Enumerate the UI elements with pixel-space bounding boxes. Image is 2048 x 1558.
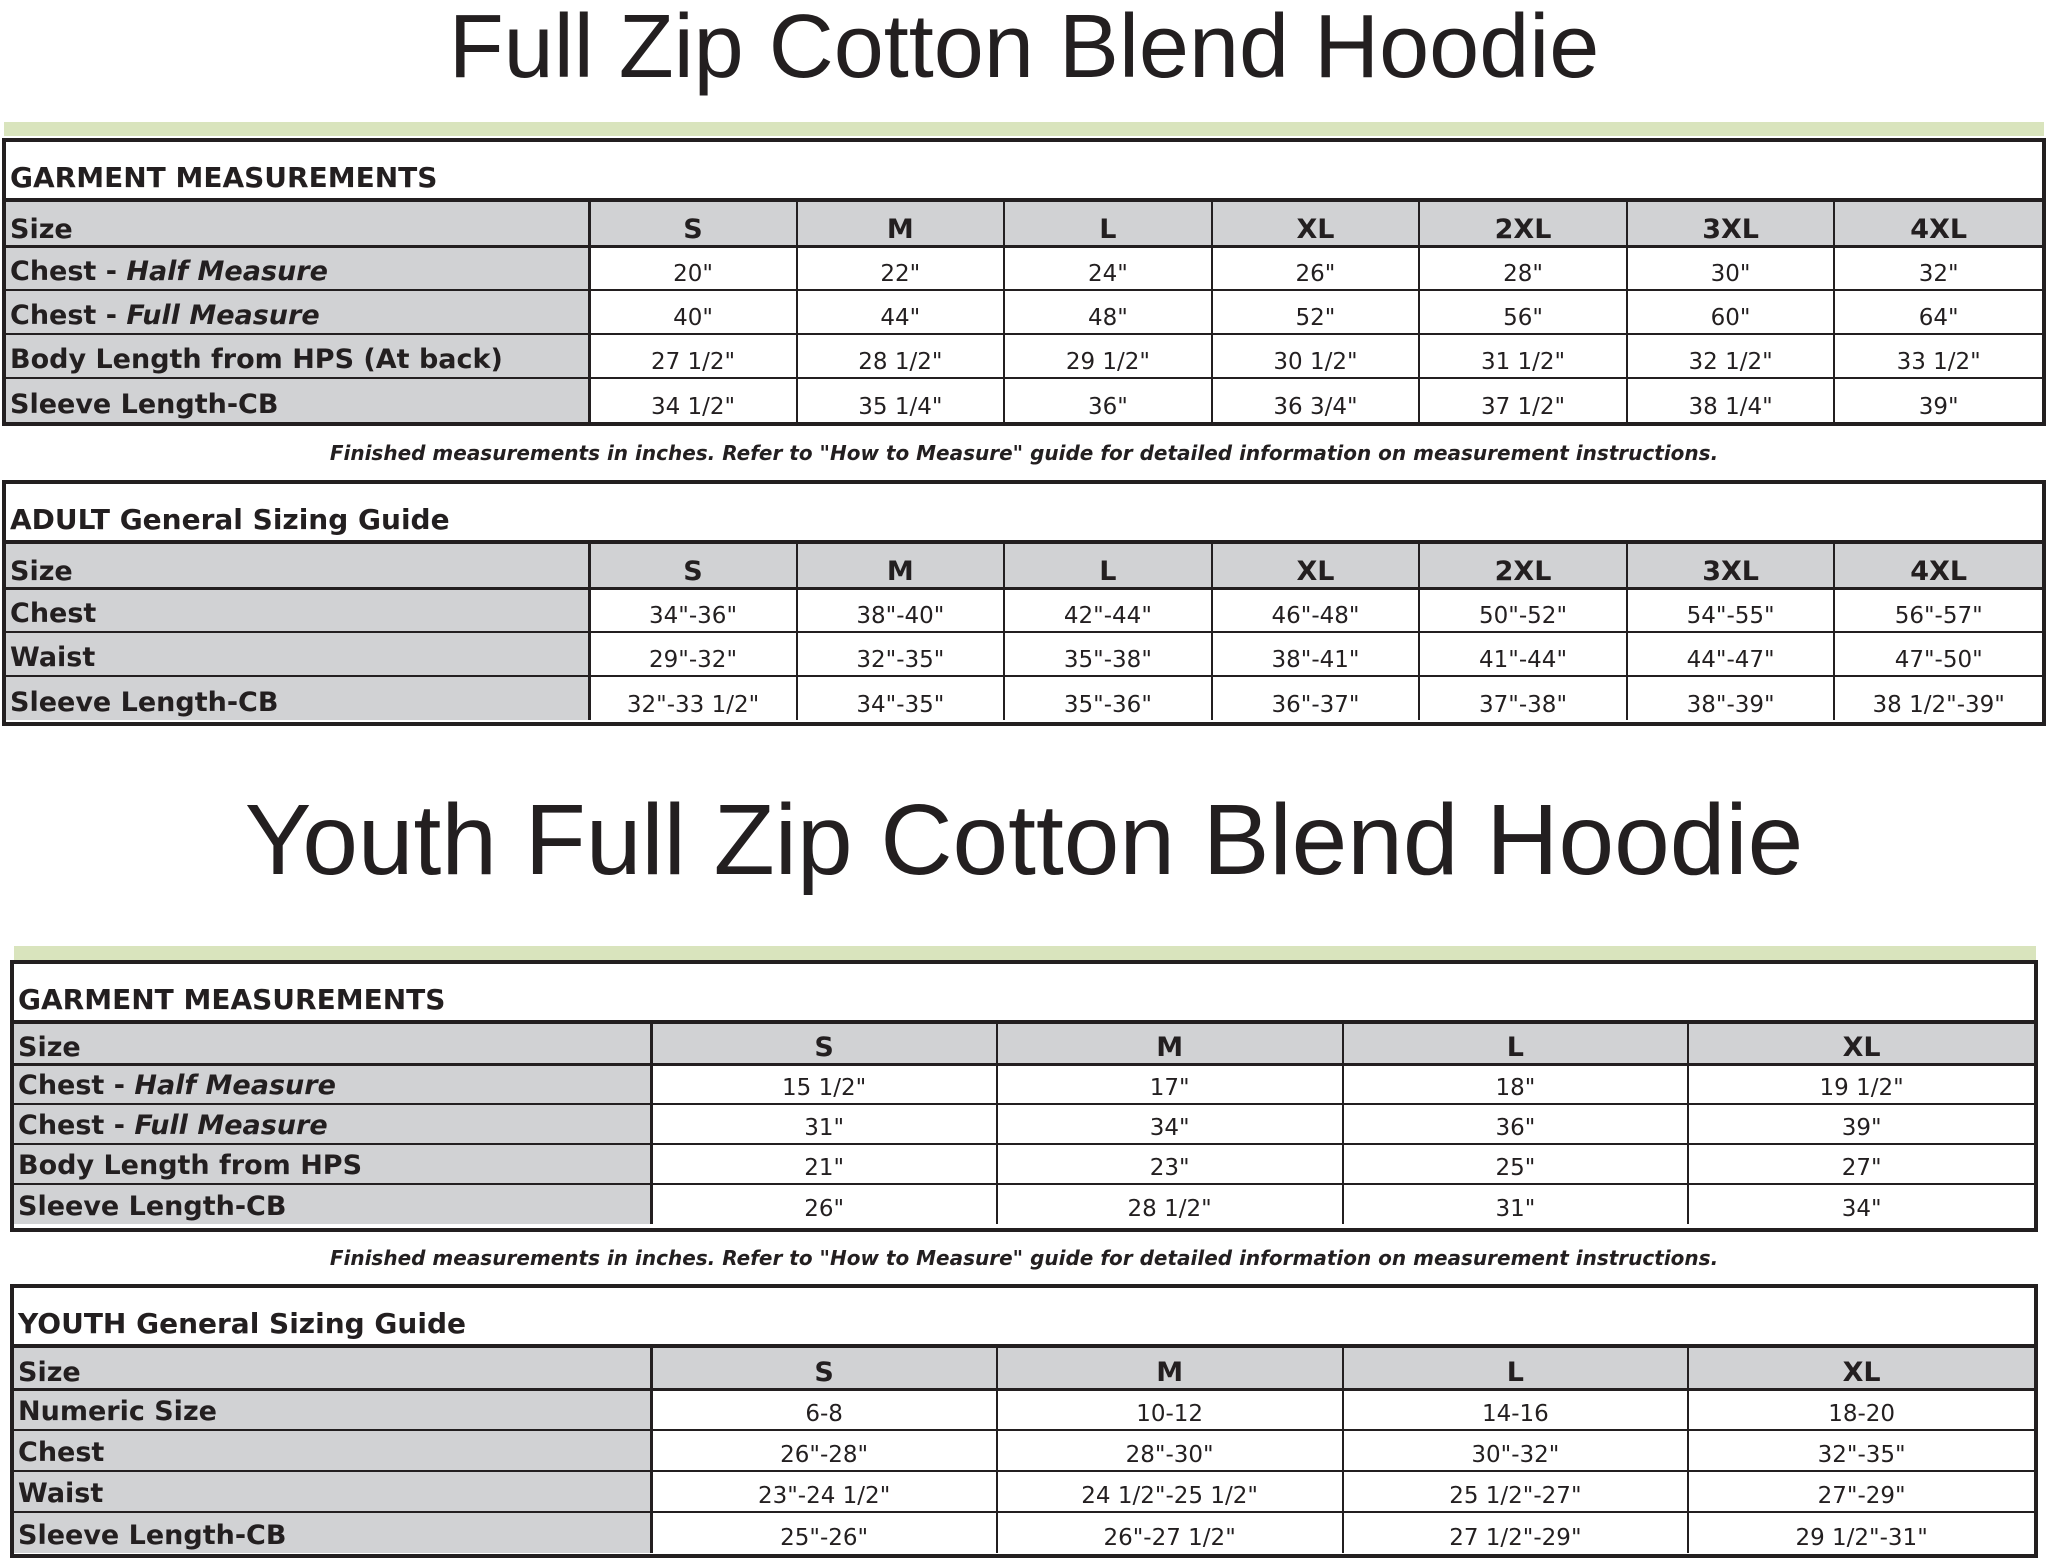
size-header-row <box>6 544 2042 588</box>
row-label-text: Chest <box>10 598 97 629</box>
measurement-value: 34"-36" <box>649 603 738 629</box>
measurement-cell <box>1688 1471 2034 1512</box>
measurement-cell <box>1419 246 1627 290</box>
size-header-row <box>14 1024 2034 1064</box>
table-row <box>6 676 2042 720</box>
measurement-value: 30"-32" <box>1471 1442 1560 1468</box>
measurement-cell <box>1004 290 1212 334</box>
size-header-cell: 2XL <box>1419 544 1627 588</box>
measurement-value: 48" <box>1087 305 1128 331</box>
size-header-cell: M <box>997 1348 1343 1389</box>
row-label-text: Numeric Size <box>18 1396 217 1427</box>
measurement-value: 42"-44" <box>1063 603 1152 629</box>
size-header-cell: L <box>1343 1024 1689 1064</box>
measurement-cell <box>1004 588 1212 632</box>
size-table <box>6 544 2042 720</box>
measurement-cell <box>1212 378 1420 422</box>
measurement-cell <box>1004 246 1212 290</box>
section-heading: GARMENT MEASUREMENTS <box>18 983 446 1016</box>
measurement-value: 31" <box>804 1115 845 1141</box>
measurement-cell <box>1212 246 1420 290</box>
measurement-value: 26"-28" <box>780 1442 869 1468</box>
measurement-value: 29 1/2" <box>1065 349 1150 375</box>
measurement-cell <box>651 1471 997 1512</box>
row-label <box>14 1184 651 1224</box>
measurement-cell <box>589 334 797 378</box>
row-label <box>14 1144 651 1184</box>
measurement-value: 17" <box>1149 1075 1190 1101</box>
size-table <box>6 202 2042 422</box>
measurement-value: 28" <box>1503 261 1543 287</box>
measurement-cell <box>1627 246 1835 290</box>
row-label-text: Chest - <box>10 300 127 331</box>
measurement-value: 26" <box>1295 261 1336 287</box>
measurement-value: 10-12 <box>1136 1401 1204 1427</box>
measurement-cell <box>1343 1430 1689 1471</box>
table-row <box>14 1184 2034 1224</box>
measurement-value: 38"-41" <box>1271 647 1360 673</box>
section-heading: ADULT General Sizing Guide <box>10 503 450 536</box>
row-label-qualifier: Half Measure <box>126 256 328 287</box>
measurement-cell <box>1419 588 1627 632</box>
youth-garment-measurements-table <box>10 960 2038 1232</box>
measurement-value: 34" <box>1841 1196 1882 1222</box>
measurement-cell <box>997 1512 1343 1553</box>
measurement-cell <box>1419 676 1627 720</box>
table-row <box>14 1064 2034 1104</box>
measurement-value: 38 1/4" <box>1688 394 1773 420</box>
measurement-cell <box>1834 588 2042 632</box>
measurement-value: 36"-37" <box>1271 692 1360 718</box>
measurement-cell <box>1688 1144 2034 1184</box>
size-header-cell: L <box>1004 202 1212 246</box>
row-label <box>14 1104 651 1144</box>
measurement-cell <box>797 290 1005 334</box>
measurement-cell <box>1688 1430 2034 1471</box>
measurement-value: 37 1/2" <box>1480 394 1566 420</box>
measurement-cell <box>651 1144 997 1184</box>
row-label-text: Sleeve Length-CB <box>10 389 279 420</box>
measurement-cell <box>1688 1064 2034 1104</box>
measurement-cell <box>1834 632 2042 676</box>
measurement-value: 30" <box>1710 261 1751 287</box>
measurement-value: 28 1/2" <box>1127 1196 1212 1222</box>
measurement-cell <box>1212 588 1420 632</box>
table-row <box>14 1512 2034 1553</box>
measurement-cell <box>797 334 1005 378</box>
row-label: Size <box>14 1348 651 1389</box>
measurement-value: 27" <box>1841 1155 1882 1181</box>
measurement-cell <box>797 676 1005 720</box>
adult-page-title: Full Zip Cotton Blend Hoodie <box>448 0 1600 97</box>
measurement-value: 36" <box>1495 1115 1536 1141</box>
size-header-cell: L <box>1343 1348 1689 1389</box>
measurement-cell <box>1627 378 1835 422</box>
row-label <box>14 1430 651 1471</box>
measurement-cell <box>651 1430 997 1471</box>
table-row <box>14 1389 2034 1430</box>
row-label <box>14 1471 651 1512</box>
measurement-cell <box>1212 632 1420 676</box>
size-header-cell: M <box>797 202 1005 246</box>
measurement-cell <box>1004 378 1212 422</box>
measurement-cell <box>997 1430 1343 1471</box>
measurement-cell <box>1627 676 1835 720</box>
size-header-cell: M <box>997 1024 1343 1064</box>
measurement-value: 36" <box>1087 394 1128 420</box>
measurement-cell <box>997 1144 1343 1184</box>
measurement-cell <box>1627 632 1835 676</box>
measurement-value: 29 1/2"-31" <box>1795 1525 1928 1551</box>
adult-garment-measurements-table <box>2 138 2046 426</box>
measurement-cell <box>1834 334 2042 378</box>
measurement-value: 27"-29" <box>1817 1483 1906 1509</box>
measurement-value: 18" <box>1495 1075 1536 1101</box>
measurement-cell <box>651 1389 997 1430</box>
measurement-cell <box>1004 676 1212 720</box>
row-label-text: Chest - <box>10 256 127 287</box>
row-label <box>6 632 589 676</box>
size-header-row <box>14 1348 2034 1389</box>
row-label <box>6 588 589 632</box>
measurement-value: 24 1/2"-25 1/2" <box>1081 1483 1258 1509</box>
measurement-cell <box>589 632 797 676</box>
size-header-cell: L <box>1004 544 1212 588</box>
measurement-value: 25"-26" <box>780 1525 869 1551</box>
table-row <box>14 1430 2034 1471</box>
table-row <box>14 1471 2034 1512</box>
measurement-cell <box>1343 1144 1689 1184</box>
measurement-value: 32 1/2" <box>1688 349 1773 375</box>
measurement-value: 54"-55" <box>1686 603 1775 629</box>
table-row <box>6 588 2042 632</box>
measurement-cell <box>1834 378 2042 422</box>
measurement-cell <box>651 1064 997 1104</box>
measurement-cell <box>651 1184 997 1224</box>
measurement-value: 56" <box>1503 305 1543 331</box>
measurement-cell <box>589 246 797 290</box>
table-row <box>14 1144 2034 1184</box>
measurement-cell <box>1419 290 1627 334</box>
measurement-value: 37"-38" <box>1479 692 1568 718</box>
row-label-text: Sleeve Length-CB <box>18 1520 287 1551</box>
measurement-value: 39" <box>1841 1115 1882 1141</box>
measurement-cell <box>589 378 797 422</box>
measurement-value: 36 3/4" <box>1273 394 1358 420</box>
measurement-value: 28 1/2" <box>858 349 943 375</box>
measurement-cell <box>1688 1389 2034 1430</box>
measurement-cell <box>1688 1512 2034 1553</box>
measurement-cell <box>1343 1064 1689 1104</box>
measurement-value: 52" <box>1295 305 1336 331</box>
measurement-cell <box>997 1104 1343 1144</box>
measurement-value: 40" <box>673 305 713 331</box>
size-header-cell: 3XL <box>1627 544 1835 588</box>
measurement-cell <box>1343 1104 1689 1144</box>
measurement-cell <box>797 632 1005 676</box>
measurement-cell <box>1419 378 1627 422</box>
measurement-cell <box>997 1471 1343 1512</box>
size-header-cell: XL <box>1212 202 1420 246</box>
measurement-cell <box>1627 334 1835 378</box>
measurement-cell <box>1834 676 2042 720</box>
measurement-value: 23"-24 1/2" <box>757 1483 891 1509</box>
table-row <box>6 632 2042 676</box>
size-header-cell: S <box>651 1348 997 1389</box>
table-row <box>14 1104 2034 1144</box>
size-header-cell: S <box>589 544 797 588</box>
size-header-cell: XL <box>1212 544 1420 588</box>
youth-accent-bar <box>14 946 2036 960</box>
measurement-value: 44" <box>880 305 921 331</box>
youth-measurement-note: Finished measurements in inches. Refer to "How to Measure" guide for detailed information on measurement instructions. <box>329 1246 1719 1270</box>
measurement-cell <box>589 290 797 334</box>
row-label <box>6 334 589 378</box>
row-label-qualifier: Half Measure <box>134 1070 336 1101</box>
measurement-value: 38 1/2"-39" <box>1872 692 2005 718</box>
measurement-value: 26"-27 1/2" <box>1103 1525 1236 1551</box>
measurement-value: 22" <box>880 261 921 287</box>
section-heading: GARMENT MEASUREMENTS <box>10 161 438 194</box>
size-header-cell: S <box>589 202 797 246</box>
row-label <box>14 1389 651 1430</box>
measurement-value: 46"-48" <box>1271 603 1360 629</box>
measurement-value: 25 1/2"-27" <box>1449 1483 1582 1509</box>
size-header-row <box>6 202 2042 246</box>
measurement-value: 64" <box>1918 305 1959 331</box>
size-header-cell: 4XL <box>1834 544 2042 588</box>
measurement-value: 19 1/2" <box>1819 1075 1904 1101</box>
measurement-cell <box>997 1389 1343 1430</box>
row-label <box>14 1064 651 1104</box>
measurement-cell <box>589 588 797 632</box>
adult-sizing-guide-table <box>2 480 2046 726</box>
section-heading: YOUTH General Sizing Guide <box>18 1307 466 1340</box>
row-label: Size <box>6 544 589 588</box>
measurement-cell <box>1343 1471 1689 1512</box>
measurement-value: 24" <box>1087 261 1128 287</box>
measurement-cell <box>997 1064 1343 1104</box>
youth-sizing-guide-table <box>10 1284 2038 1558</box>
measurement-value: 41"-44" <box>1479 647 1568 673</box>
measurement-value: 28"-30" <box>1125 1442 1214 1468</box>
measurement-cell <box>1212 334 1420 378</box>
table-row <box>6 290 2042 334</box>
measurement-value: 32" <box>1918 261 1959 287</box>
size-header-cell: XL <box>1688 1024 2034 1064</box>
measurement-cell <box>1343 1389 1689 1430</box>
measurement-cell <box>1343 1512 1689 1553</box>
measurement-value: 29"-32" <box>649 647 738 673</box>
measurement-cell <box>651 1104 997 1144</box>
measurement-cell <box>1834 290 2042 334</box>
adult-accent-bar <box>4 122 2044 136</box>
measurement-value: 18-20 <box>1828 1401 1896 1427</box>
measurement-cell <box>1343 1184 1689 1224</box>
row-label: Size <box>14 1024 651 1064</box>
size-header-cell: M <box>797 544 1005 588</box>
measurement-cell <box>1688 1104 2034 1144</box>
size-header-cell: 3XL <box>1627 202 1835 246</box>
adult-measurement-note: Finished measurements in inches. Refer to "How to Measure" guide for detailed information on measurement instructions. <box>329 441 1719 465</box>
measurement-value: 15 1/2" <box>782 1075 867 1101</box>
row-label-text: Chest - <box>18 1070 135 1101</box>
measurement-value: 50"-52" <box>1479 603 1568 629</box>
measurement-value: 34"-35" <box>856 692 945 718</box>
measurement-value: 34 1/2" <box>650 394 736 420</box>
row-label <box>14 1512 651 1553</box>
measurement-cell <box>997 1184 1343 1224</box>
youth-page-title: Youth Full Zip Cotton Blend Hoodie <box>244 784 1804 896</box>
measurement-value: 38"-39" <box>1686 692 1775 718</box>
row-label <box>6 290 589 334</box>
measurement-value: 34" <box>1149 1115 1190 1141</box>
measurement-value: 32"-35" <box>1817 1442 1906 1468</box>
measurement-value: 6-8 <box>805 1401 843 1427</box>
measurement-value: 31 1/2" <box>1480 349 1566 375</box>
measurement-value: 32"-33 1/2" <box>626 692 760 718</box>
size-header-cell: 4XL <box>1834 202 2042 246</box>
size-header-cell: S <box>651 1024 997 1064</box>
measurement-value: 30 1/2" <box>1273 349 1358 375</box>
measurement-value: 25" <box>1495 1155 1536 1181</box>
table-row <box>6 378 2042 422</box>
measurement-value: 47"-50" <box>1894 647 1983 673</box>
row-label <box>6 676 589 720</box>
row-label-text: Chest <box>18 1437 105 1468</box>
measurement-cell <box>589 676 797 720</box>
row-label: Size <box>6 202 589 246</box>
row-label-text: Body Length from HPS (At back) <box>10 344 503 375</box>
row-label <box>6 246 589 290</box>
measurement-value: 32"-35" <box>856 647 945 673</box>
row-label-text: Sleeve Length-CB <box>18 1191 287 1222</box>
measurement-value: 60" <box>1710 305 1751 331</box>
measurement-value: 56"-57" <box>1894 603 1983 629</box>
measurement-value: 39" <box>1918 394 1959 420</box>
row-label-text: Chest - <box>18 1110 135 1141</box>
measurement-value: 35"-38" <box>1063 647 1152 673</box>
measurement-value: 27 1/2" <box>650 349 736 375</box>
measurement-cell <box>1212 290 1420 334</box>
table-row <box>6 334 2042 378</box>
size-header-cell: XL <box>1688 1348 2034 1389</box>
measurement-value: 14-16 <box>1481 1401 1549 1427</box>
measurement-cell <box>1212 676 1420 720</box>
row-label-text: Waist <box>18 1478 104 1509</box>
measurement-cell <box>1627 290 1835 334</box>
row-label-qualifier: Full Measure <box>134 1110 328 1141</box>
measurement-cell <box>1004 632 1212 676</box>
measurement-cell <box>1004 334 1212 378</box>
table-row <box>6 246 2042 290</box>
measurement-cell <box>1688 1184 2034 1224</box>
measurement-value: 27 1/2"-29" <box>1449 1525 1582 1551</box>
row-label-text: Sleeve Length-CB <box>10 687 279 718</box>
measurement-cell <box>651 1512 997 1553</box>
size-table <box>14 1348 2034 1553</box>
measurement-value: 33 1/2" <box>1896 349 1981 375</box>
measurement-cell <box>797 246 1005 290</box>
measurement-value: 23" <box>1149 1155 1190 1181</box>
measurement-cell <box>1834 246 2042 290</box>
measurement-cell <box>1419 632 1627 676</box>
measurement-value: 31" <box>1495 1196 1536 1222</box>
measurement-cell <box>1419 334 1627 378</box>
size-table <box>14 1024 2034 1224</box>
measurement-value: 26" <box>804 1196 845 1222</box>
row-label-text: Body Length from HPS <box>18 1150 363 1181</box>
measurement-cell <box>797 378 1005 422</box>
row-label-text: Waist <box>10 642 96 673</box>
row-label-qualifier: Full Measure <box>126 300 320 331</box>
measurement-value: 44"-47" <box>1686 647 1775 673</box>
measurement-cell <box>797 588 1005 632</box>
measurement-value: 21" <box>804 1155 845 1181</box>
measurement-value: 35"-36" <box>1063 692 1152 718</box>
size-header-cell: 2XL <box>1419 202 1627 246</box>
measurement-cell <box>1627 588 1835 632</box>
measurement-value: 20" <box>673 261 713 287</box>
measurement-value: 38"-40" <box>856 603 945 629</box>
measurement-value: 35 1/4" <box>858 394 943 420</box>
row-label <box>6 378 589 422</box>
